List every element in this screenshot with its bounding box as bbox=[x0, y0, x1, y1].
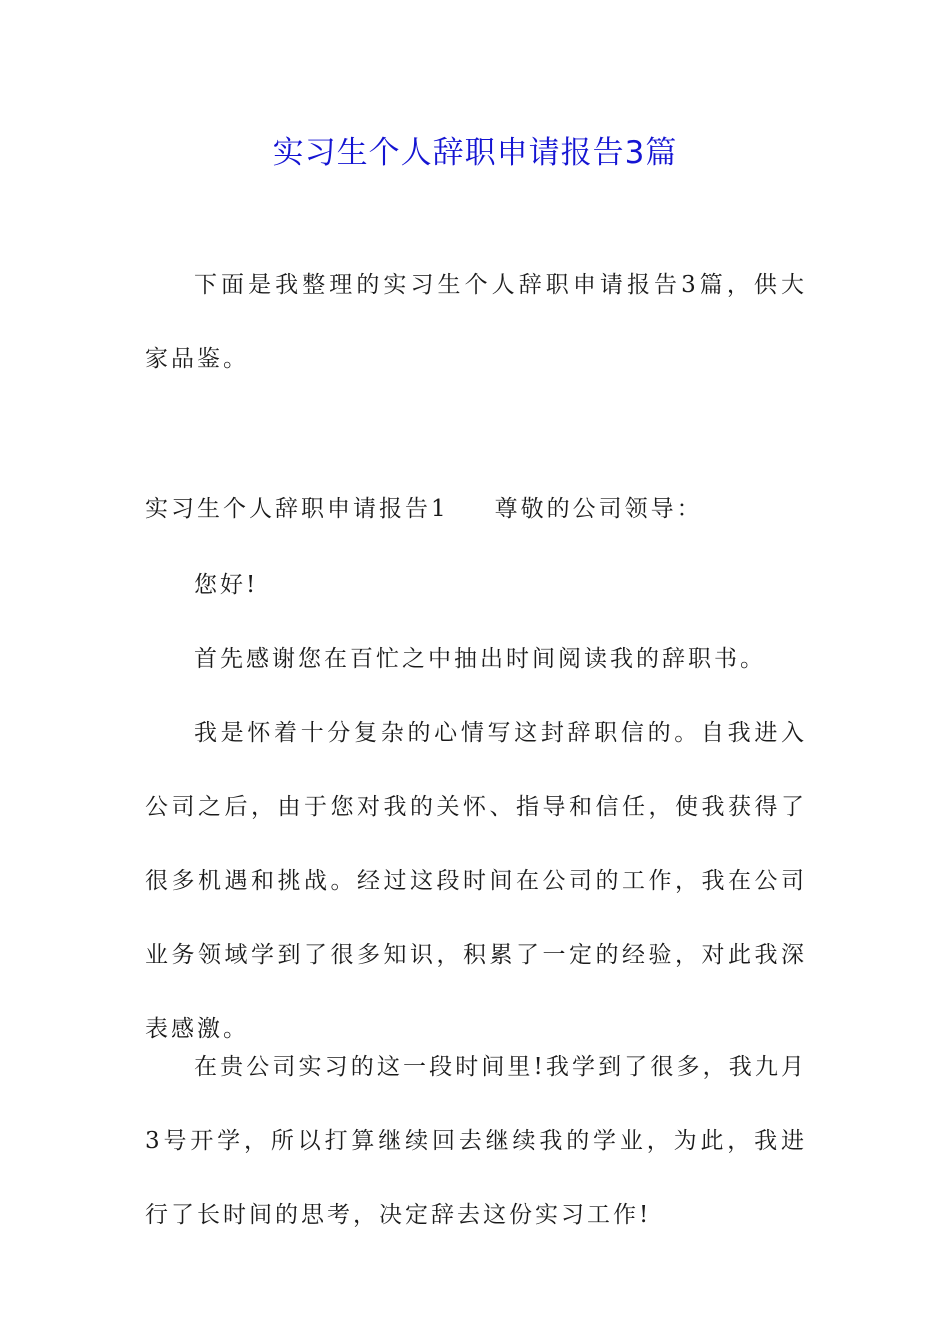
intro-paragraph: 下面是我整理的实习生个人辞职申请报告3篇，供大家品鉴。 bbox=[145, 272, 807, 372]
section-heading-line bbox=[145, 472, 807, 546]
greeting-paragraph: 您好! bbox=[194, 572, 259, 598]
document-title: 实习生个人辞职申请报告3篇 bbox=[272, 135, 678, 171]
feelings-paragraph: 我是怀着十分复杂的心情写这封辞职信的。自我进入公司之后，由于您对我的关怀、指导和信任，使我获得了很多机遇和挑战。经过这段时间在公司的工作，我在公司业务领域学到了很多知识，积累了一定的经验，对此我深表感激。 bbox=[145, 720, 807, 1042]
salutation: 尊敬的公司领导： bbox=[494, 496, 703, 522]
reason-paragraph: 在贵公司实习的这一段时间里!我学到了很多，我九月3号开学，所以打算继续回去继续我的学业，为此，我进行了长时间的思考，决定辞去这份实习工作! bbox=[145, 1054, 807, 1228]
thanks-paragraph: 首先感谢您在百忙之中抽出时间阅读我的辞职书。 bbox=[194, 646, 766, 672]
section-heading: 实习生个人辞职申请报告1 bbox=[145, 496, 449, 522]
